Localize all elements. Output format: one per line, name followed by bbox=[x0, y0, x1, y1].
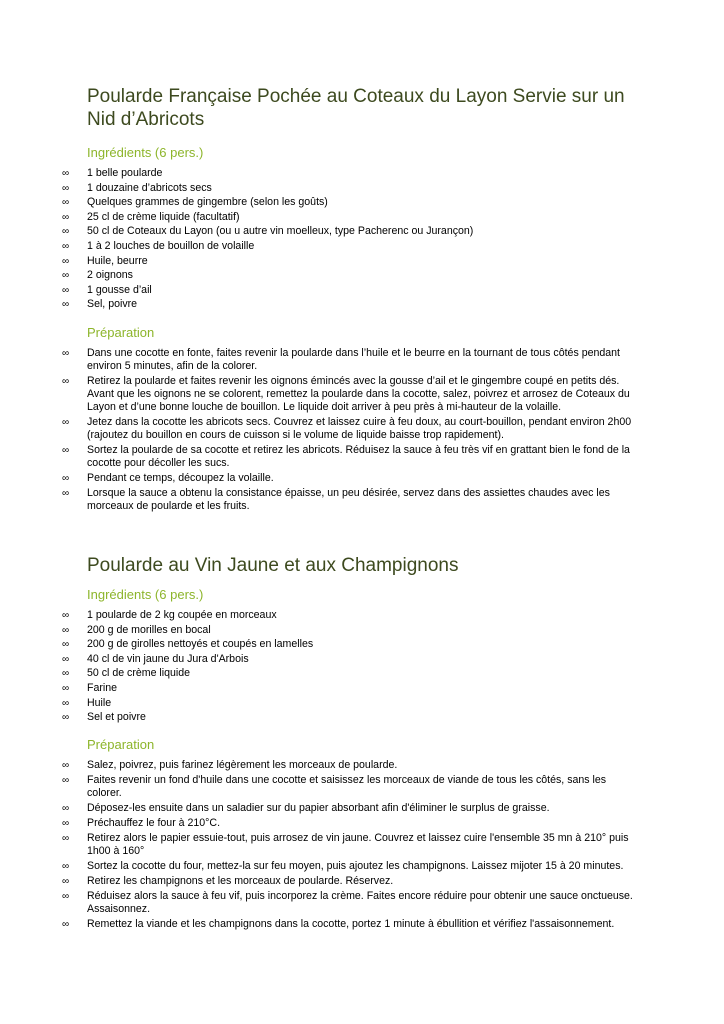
infinity-bullet-icon: ∞ bbox=[62, 488, 70, 500]
list-item bbox=[0, 609, 724, 622]
list-item-text: Sel et poivre bbox=[87, 711, 146, 724]
infinity-bullet-icon: ∞ bbox=[62, 182, 70, 194]
list-item bbox=[0, 240, 724, 253]
infinity-bullet-icon: ∞ bbox=[62, 653, 70, 665]
list-item bbox=[0, 759, 724, 772]
list-item-text: 25 cl de crème liquide (facultatif) bbox=[87, 210, 240, 223]
list-item-text: Retirez les champignons et les morceaux de poularde. Réservez. bbox=[87, 875, 394, 888]
list-item bbox=[0, 284, 724, 297]
list-item bbox=[0, 832, 724, 858]
infinity-bullet-icon: ∞ bbox=[62, 211, 70, 223]
list-item-text: 40 cl de vin jaune du Jura d'Arbois bbox=[87, 652, 249, 665]
infinity-bullet-icon: ∞ bbox=[62, 919, 70, 931]
ingredients-list bbox=[0, 167, 724, 312]
infinity-bullet-icon: ∞ bbox=[62, 891, 70, 902]
infinity-bullet-icon: ∞ bbox=[62, 639, 70, 651]
list-item bbox=[0, 182, 724, 195]
infinity-bullet-icon: ∞ bbox=[62, 682, 70, 694]
preparation-list bbox=[0, 347, 724, 514]
ingredients-heading: Ingrédients (6 pers.) bbox=[87, 587, 204, 602]
infinity-bullet-icon: ∞ bbox=[62, 270, 70, 282]
list-item bbox=[0, 918, 724, 931]
list-item-text: Sortez la cocotte du four, mettez-la sur feu moyen, puis ajoutez les champignons. Laissez mijoter 15 à 20 minutes. bbox=[87, 860, 624, 873]
list-item bbox=[0, 667, 724, 680]
recipe-title: Poularde Française Pochée au Coteaux du Layon Servie sur un Nid d’Abricots bbox=[87, 86, 625, 130]
list-item-text: Réduisez alors la sauce à feu vif, puis incorporez la crème. Faites encore réduire pour obtenir une sauce onctueuse. Assaisonnez. bbox=[87, 890, 633, 916]
infinity-bullet-icon: ∞ bbox=[62, 375, 70, 387]
infinity-bullet-icon: ∞ bbox=[62, 197, 70, 209]
list-item bbox=[0, 167, 724, 180]
infinity-bullet-icon: ∞ bbox=[62, 876, 70, 888]
list-item bbox=[0, 711, 724, 724]
list-item-text: 1 à 2 louches de bouillon de volaille bbox=[87, 239, 255, 252]
list-item bbox=[0, 697, 724, 710]
list-item bbox=[0, 860, 724, 873]
list-item-text: Quelques grammes de gingembre (selon les goûts) bbox=[87, 196, 328, 209]
infinity-bullet-icon: ∞ bbox=[62, 712, 70, 724]
list-item-text: 1 poularde de 2 kg coupée en morceaux bbox=[87, 609, 277, 621]
list-item-text: Déposez-les ensuite dans un saladier sur du papier absorbant afin d'éliminer le surplus de graisse. bbox=[87, 802, 550, 815]
list-item bbox=[0, 890, 724, 916]
recipe-1 bbox=[0, 85, 724, 515]
list-item bbox=[0, 802, 724, 815]
recipe-2 bbox=[0, 554, 724, 933]
list-item bbox=[0, 225, 724, 238]
list-item bbox=[0, 269, 724, 282]
infinity-bullet-icon: ∞ bbox=[62, 818, 70, 830]
infinity-bullet-icon: ∞ bbox=[62, 255, 70, 267]
infinity-bullet-icon: ∞ bbox=[62, 803, 70, 815]
ingredients-list bbox=[0, 609, 724, 724]
infinity-bullet-icon: ∞ bbox=[62, 416, 70, 428]
infinity-bullet-icon: ∞ bbox=[62, 299, 70, 311]
infinity-bullet-icon: ∞ bbox=[62, 445, 70, 457]
preparation-list bbox=[0, 759, 724, 931]
list-item-text: Huile bbox=[87, 696, 112, 709]
infinity-bullet-icon: ∞ bbox=[62, 861, 70, 873]
list-item-text: 1 gousse d’ail bbox=[87, 283, 152, 296]
infinity-bullet-icon: ∞ bbox=[62, 610, 70, 621]
infinity-bullet-icon: ∞ bbox=[62, 284, 70, 296]
list-item-text: Jetez dans la cocotte les abricots secs. Couvrez et laissez cuire à feu doux, au court-bouillon, pendant environ 2h00 (rajoutez du bouillon en cours de cuisson si le volume de liquide baisse trop rapidement). bbox=[87, 415, 632, 442]
infinity-bullet-icon: ∞ bbox=[62, 760, 70, 772]
list-item-text: 200 g de girolles nettoyés et coupés en lamelles bbox=[87, 638, 314, 651]
infinity-bullet-icon: ∞ bbox=[62, 226, 70, 238]
list-item-text: Sortez la poularde de sa cocotte et retirez les abricots. Réduisez la sauce à feu très vif en grattant bien le fond de la cocotte pour décoller les sucs. bbox=[87, 444, 630, 470]
infinity-bullet-icon: ∞ bbox=[62, 697, 70, 709]
preparation-heading: Préparation bbox=[87, 324, 155, 340]
list-item-text: Remettez la viande et les champignons dans la cocotte, portez 1 minute à ébullition et vérifiez l'assaisonnement. bbox=[87, 918, 615, 931]
infinity-bullet-icon: ∞ bbox=[62, 473, 70, 485]
list-item bbox=[0, 347, 724, 373]
list-item bbox=[0, 211, 724, 224]
infinity-bullet-icon: ∞ bbox=[62, 833, 70, 845]
list-item bbox=[0, 653, 724, 666]
list-item bbox=[0, 255, 724, 268]
list-item-text: 1 douzaine d’abricots secs bbox=[87, 181, 212, 194]
list-item-text: Faites revenir un fond d'huile dans une cocotte et saisissez les morceaux de viande de tous les côtés, sans les colorer. bbox=[87, 774, 607, 800]
infinity-bullet-icon: ∞ bbox=[62, 775, 70, 787]
list-item-text: Dans une cocotte en fonte, faites revenir la poularde dans l’huile et le beurre en la tournant de tous côtés pendant environ 5 minutes, afin de la colorer. bbox=[87, 346, 620, 372]
list-item-text: Pendant ce temps, découpez la volaille. bbox=[87, 472, 274, 485]
list-item-text: 50 cl de Coteaux du Layon (ou u autre vin moelleux, type Pacherenc ou Jurançon) bbox=[87, 225, 474, 238]
list-item-text: Salez, poivrez, puis farinez légèrement les morceaux de poularde. bbox=[87, 759, 398, 772]
infinity-bullet-icon: ∞ bbox=[62, 347, 70, 359]
list-item-text: Farine bbox=[87, 681, 118, 694]
infinity-bullet-icon: ∞ bbox=[62, 668, 70, 680]
infinity-bullet-icon: ∞ bbox=[62, 624, 70, 636]
list-item bbox=[0, 444, 724, 470]
preparation-heading: Préparation bbox=[87, 737, 155, 753]
list-item bbox=[0, 774, 724, 800]
infinity-bullet-icon: ∞ bbox=[62, 240, 70, 252]
list-item-text: Préchauffez le four à 210°C. bbox=[87, 817, 221, 830]
recipe-title: Poularde au Vin Jaune et aux Champignons bbox=[87, 555, 459, 576]
list-item-text: Retirez alors le papier essuie-tout, puis arrosez de vin jaune. Couvrez et laissez cuire l'ensemble 35 mn à 210° puis 1h00 à 160° bbox=[87, 832, 629, 858]
list-item-text: 2 oignons bbox=[87, 269, 133, 282]
list-item-text: 200 g de morilles en bocal bbox=[87, 623, 211, 636]
list-item bbox=[0, 817, 724, 830]
list-item-text: Sel, poivre bbox=[87, 298, 138, 311]
list-item bbox=[0, 638, 724, 651]
list-item-text: 1 belle poularde bbox=[87, 167, 163, 179]
list-item bbox=[0, 196, 724, 209]
list-item bbox=[0, 682, 724, 695]
list-item bbox=[0, 487, 724, 513]
list-item-text: Retirez la poularde et faites revenir les oignons émincés avec la gousse d’ail et le gingembre coupé en petits dés. Avant que les oignons ne se colorent, remettez la poularde dans la cocotte, salez, poivrez et arrosez de Coteaux du Layon et d’une bonne louche de bouillon. Le liquide doit arriver à peu près à mi-hauteur de la volaille. bbox=[87, 374, 630, 414]
infinity-bullet-icon: ∞ bbox=[62, 168, 70, 179]
list-item bbox=[0, 375, 724, 415]
list-item-text: Lorsque la sauce a obtenu la consistance épaisse, un peu désirée, servez dans des assiettes chaudes avec les morceaux de poularde et les fruits. bbox=[87, 487, 610, 513]
list-item bbox=[0, 875, 724, 888]
list-item bbox=[0, 472, 724, 485]
ingredients-heading: Ingrédients (6 pers.) bbox=[87, 145, 204, 160]
list-item-text: 50 cl de crème liquide bbox=[87, 667, 191, 680]
list-item bbox=[0, 416, 724, 442]
list-item bbox=[0, 624, 724, 637]
list-item bbox=[0, 298, 724, 311]
list-item-text: Huile, beurre bbox=[87, 254, 148, 267]
